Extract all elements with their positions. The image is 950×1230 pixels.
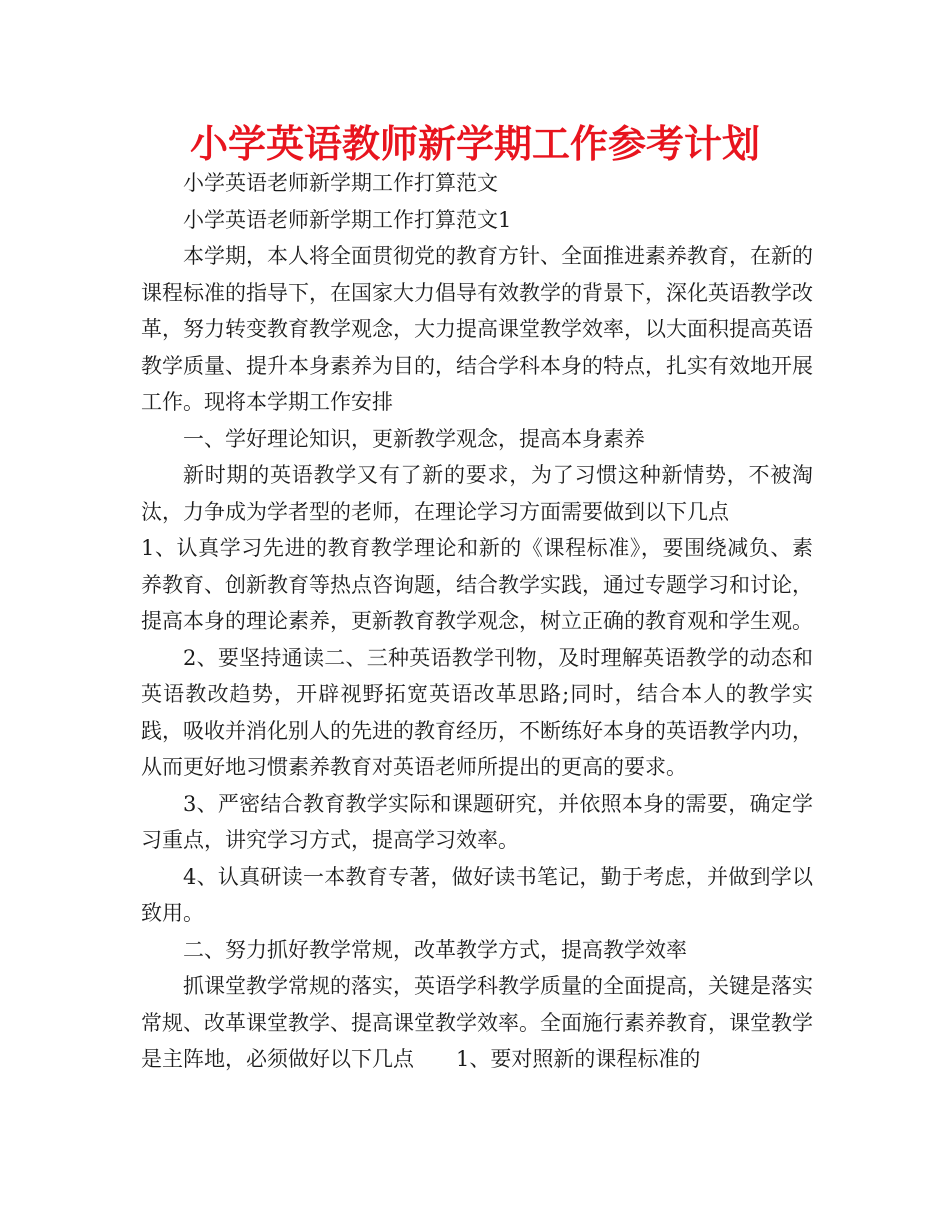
intro-paragraph: 本学期，本人将全面贯彻党的教育方针、全面推进素养教育，在新的课程标准的指导下，在国家大力倡导有效教学的背景下，深化英语教学改革，努力转变教育教学观念，大力提高课堂教学效率，以大面积提高英语教学质量、提升本身素养为目的，结合学科本身的特点，扎实有效地开展工作。现将本学期工作安排 xyxy=(141,244,813,414)
section-2-paragraph: 抓课堂教学常规的落实，英语学科教学质量的全面提高，关键是落实常规、改革课堂教学、提高课堂教学效率。全面施行素养教育，课堂教学是主阵地，必须做好以下几点 1、要对照新的课程标准的 xyxy=(141,974,813,1071)
section-1-item-1: 1、认真学习先进的教育教学理论和新的《课程标准》，要围绕减负、素养教育、创新教育等热点咨询题，结合教学实践，通过专题学习和讨论，提高本身的理论素养，更新教育教学观念，树立正确的教育观和学生观。 xyxy=(141,536,813,633)
section-1-paragraph: 新时期的英语教学又有了新的要求，为了习惯这种新情势，不被淘汰，力争成为学者型的老师，在理论学习方面需要做到以下几点 xyxy=(141,463,813,524)
subtitle-line: 小学英语老师新学期工作打算范文 xyxy=(183,171,498,195)
section-heading-2: 二、努力抓好教学常规，改革教学方式，提高教学效率 xyxy=(183,937,687,962)
document-title: 小学英语教师新学期工作参考计划 xyxy=(189,122,760,166)
section-1-item-3: 3、严密结合教育教学实际和课题研究，并依照本身的需要，确定学习重点，讲究学习方式，提高学习效率。 xyxy=(141,791,813,852)
section-heading-1: 一、学好理论知识，更新教学观念，提高本身素养 xyxy=(183,426,645,451)
section-1-item-4: 4、认真研读一本教育专著，做好读书笔记，勤于考虑，并做到学以致用。 xyxy=(141,864,813,925)
section-1-item-2: 2、要坚持通读二、三种英语教学刊物，及时理解英语教学的动态和英语教改趋势，开辟视野拓宽英语改革思路;同时，结合本人的教学实践，吸收并消化别人的先进的教育经历，不断练好本身的英语教学内功，从而更好地习惯素养教育对英语老师所提出的更高的要求。 xyxy=(141,645,813,779)
subtitle-line-numbered: 小学英语老师新学期工作打算范文1 xyxy=(183,207,512,232)
document-body xyxy=(141,165,813,1078)
